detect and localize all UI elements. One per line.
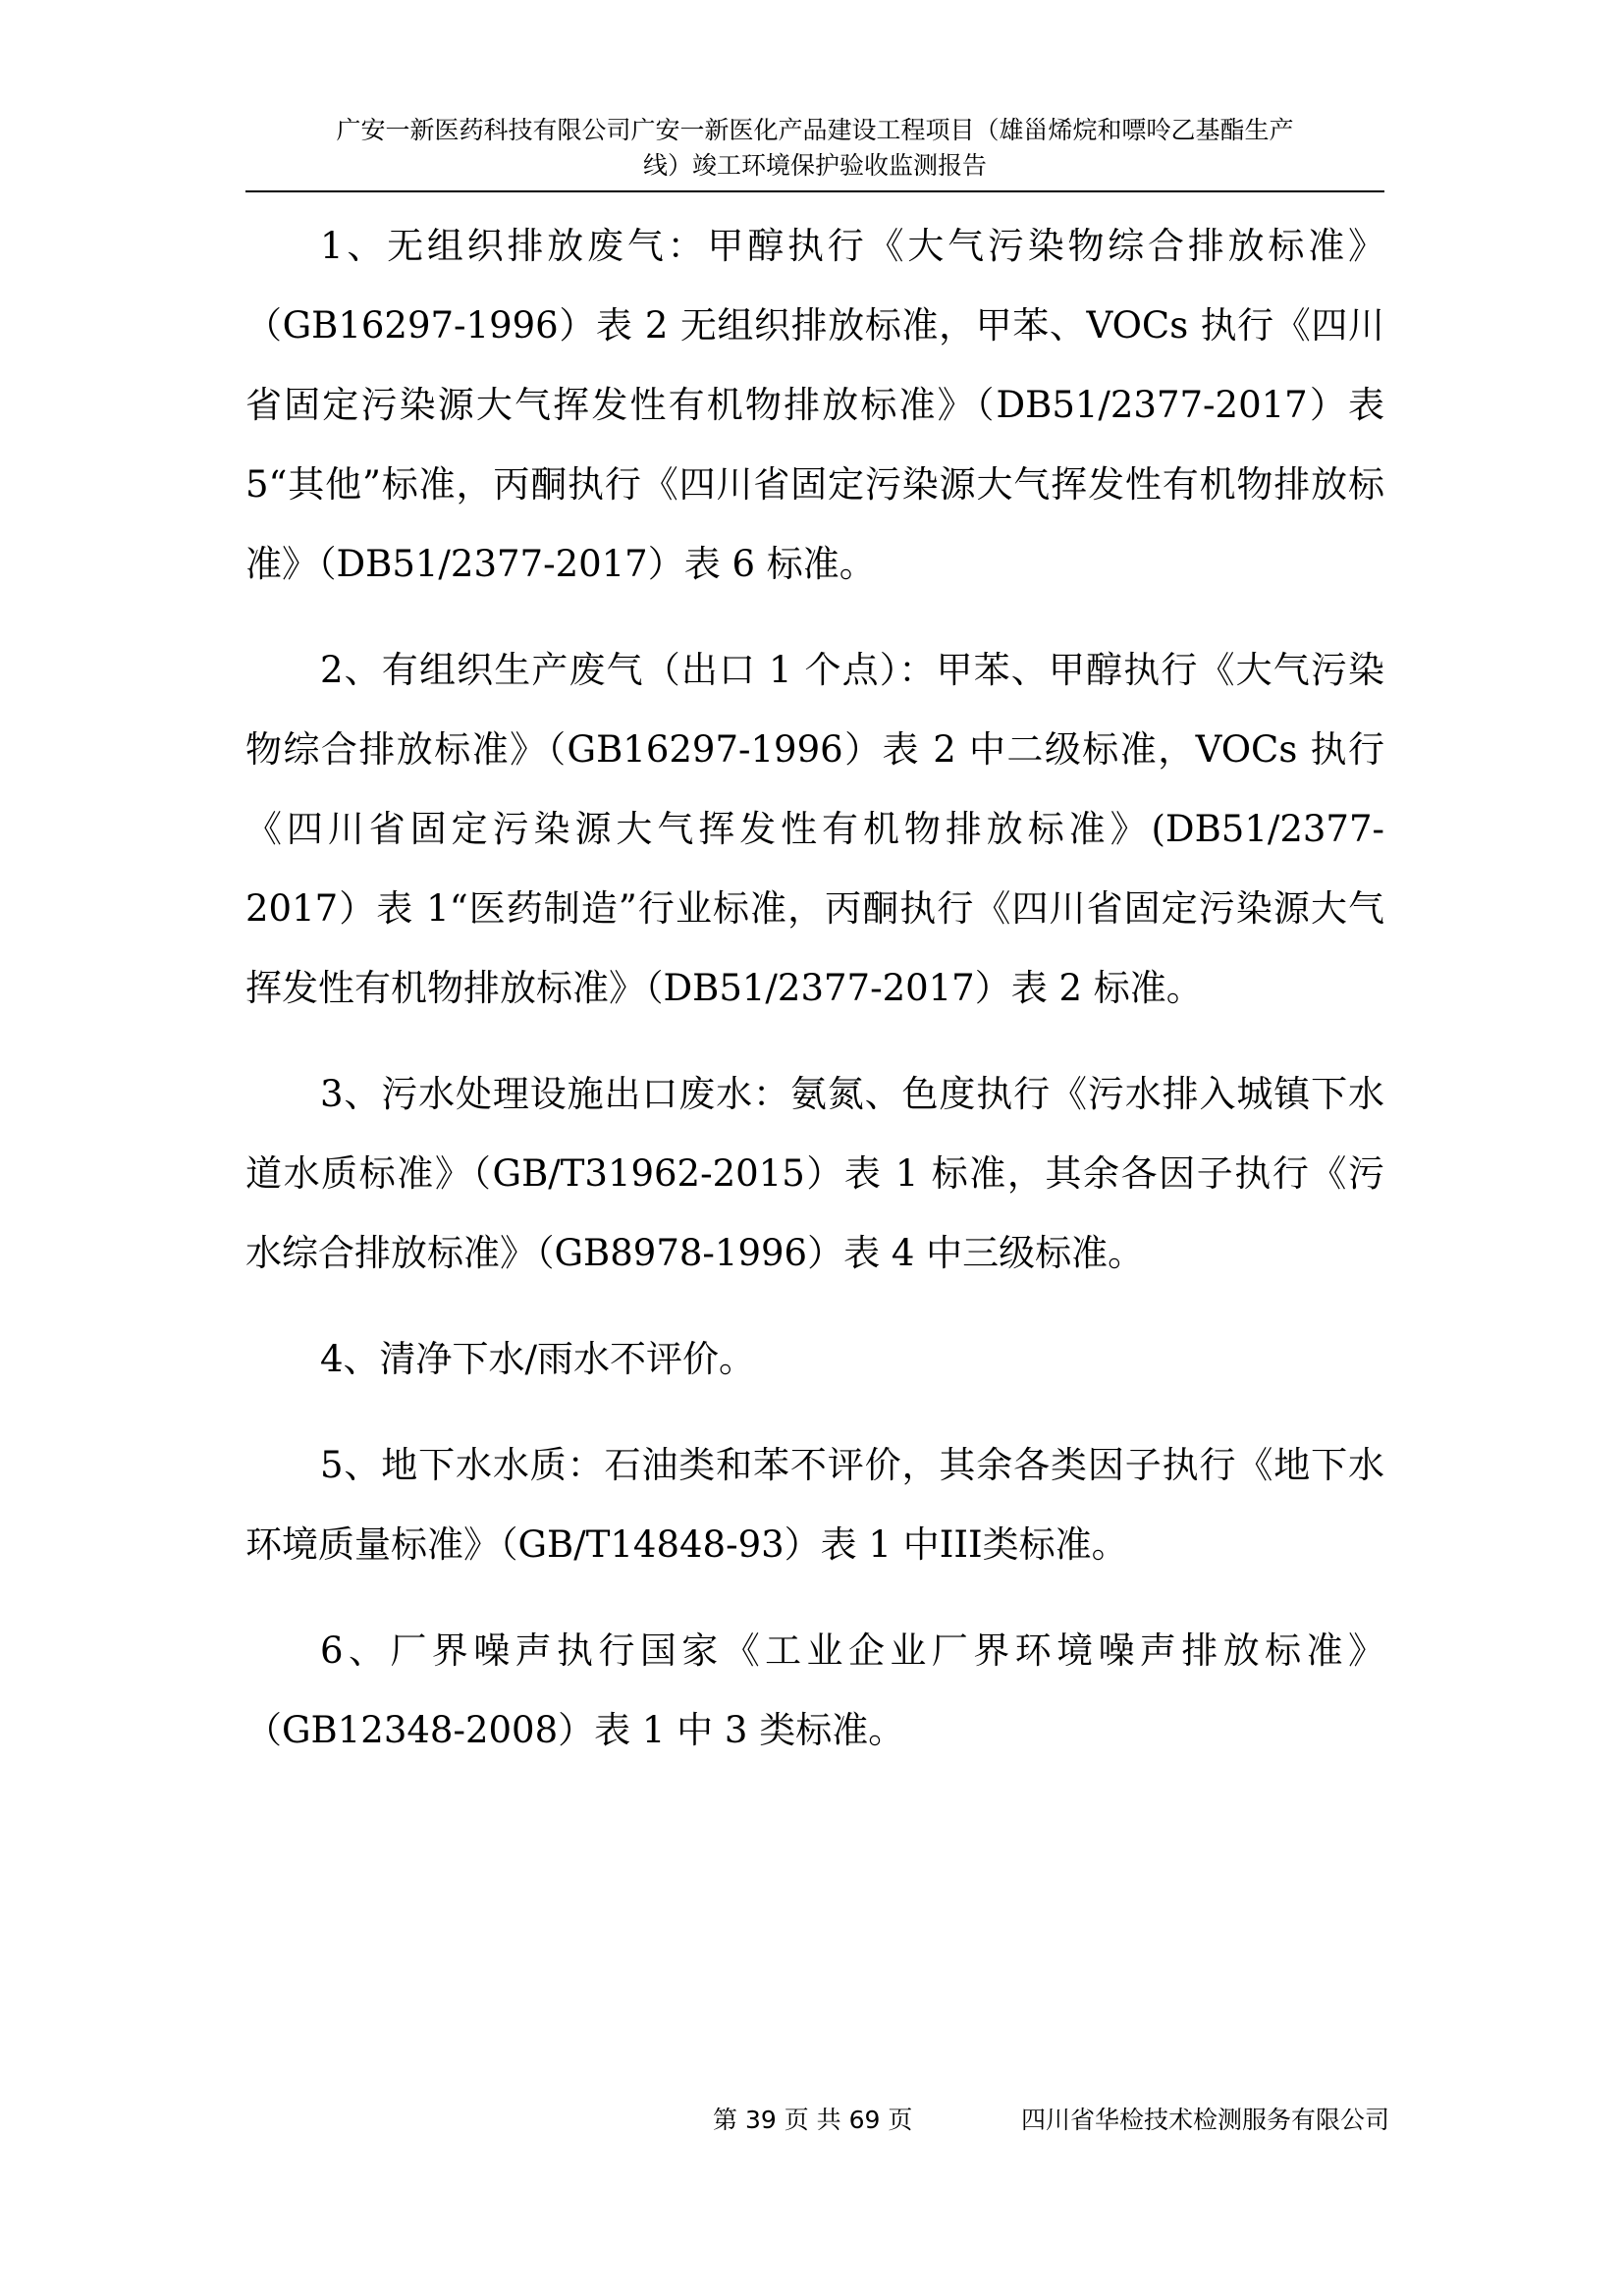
paragraph-3: 3、污水处理设施出口废水：氨氮、色度执行《污水排入城镇下水道水质标准》（GB/T31962-2015）表 1 标准，其余各因子执行《污水综合排放标准》（GB8978-1996）表 4 中三级标准。 bbox=[245, 1073, 1384, 1274]
footer-company-name: 四川省华检技术检测服务有限公司 bbox=[1021, 2106, 1390, 2134]
header-title-line-1: 广安一新医药科技有限公司广安一新医化产品建设工程项目（雄甾烯烷和嘌呤乙基酯生产 bbox=[336, 116, 1294, 144]
footer-page-number: 第 39 页 共 69 页 bbox=[713, 2106, 913, 2134]
paragraph-6: 6、厂界噪声执行国家《工业企业厂界环境噪声排放标准》（GB12348-2008）表 1 中 3 类标准。 bbox=[245, 1629, 1384, 1751]
paragraph-4: 4、清净下水/雨水不评价。 bbox=[320, 1338, 756, 1380]
paragraph-5: 5、地下水水质：石油类和苯不评价，其余各类因子执行《地下水环境质量标准》（GB/T14848-93）表 1 中III类标准。 bbox=[245, 1444, 1384, 1566]
header-divider bbox=[245, 190, 1384, 192]
page-header bbox=[245, 113, 1384, 184]
document-body bbox=[245, 206, 1384, 1796]
paragraph-1: 1、无组织排放废气：甲醇执行《大气污染物综合排放标准》（GB16297-1996）表 2 无组织排放标准，甲苯、VOCs 执行《四川省固定污染源大气挥发性有机物排放标准》（DB51/2377-2017）表 5“其他”标准，丙酮执行《四川省固定污染源大气挥发性有机物排放标准》（DB51/2377-2017）表 6 标准。 bbox=[245, 225, 1384, 585]
header-title-line-2: 线）竣工环境保护验收监测报告 bbox=[642, 151, 987, 180]
paragraph-2: 2、有组织生产废气（出口 1 个点）：甲苯、甲醇执行《大气污染物综合排放标准》（GB16297-1996）表 2 中二级标准，VOCs 执行《四川省固定污染源大气挥发性有机物排放标准》(DB51/2377-2017）表 1“医药制造”行业标准，丙酮执行《四川省固定污染源大气挥发性有机物排放标准》（DB51/2377-2017）表 2 标准。 bbox=[245, 649, 1384, 1009]
